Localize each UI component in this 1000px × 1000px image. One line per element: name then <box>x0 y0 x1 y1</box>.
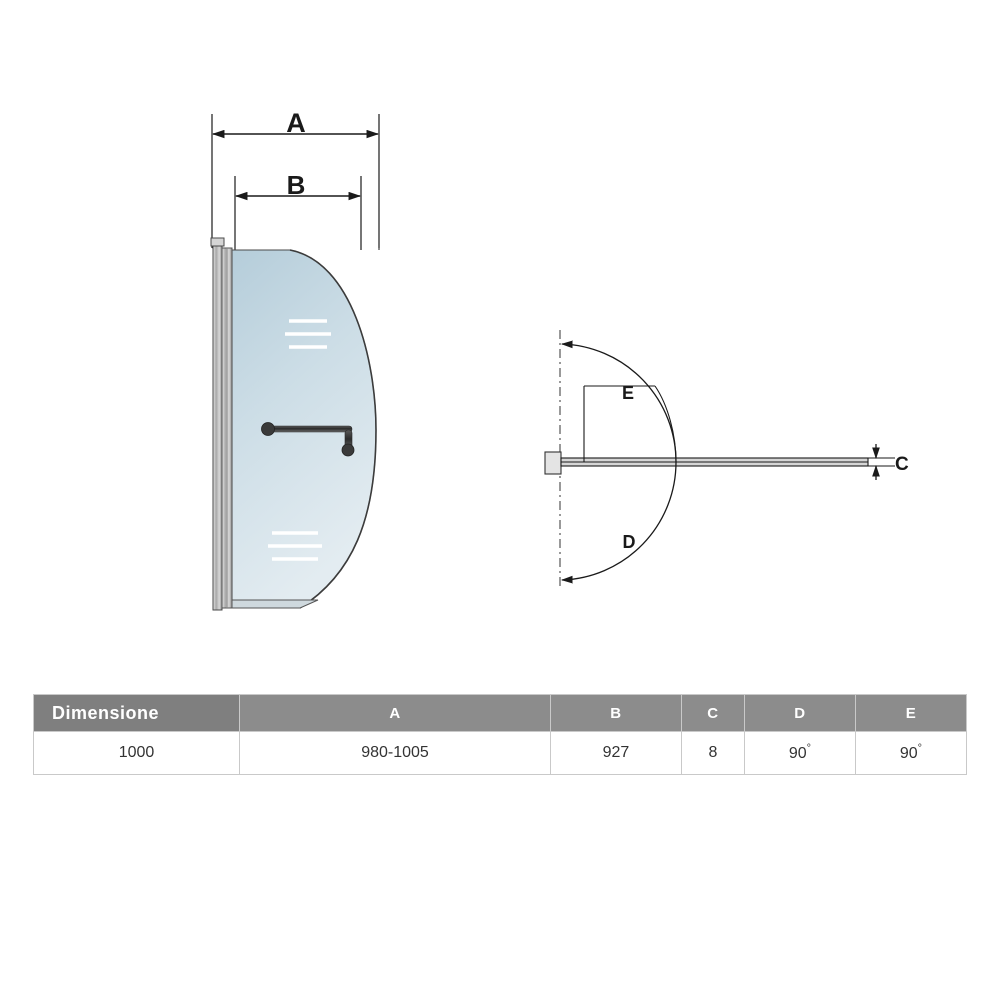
cell-e-unit: ° <box>917 742 923 755</box>
dimension-table <box>33 694 967 775</box>
table-header-b: B <box>551 695 682 732</box>
table-header-d: D <box>744 695 855 732</box>
cell-d-value: 90 <box>788 745 807 763</box>
cell-dimensione: 1000 <box>34 732 240 775</box>
swing-arc-d <box>562 462 676 580</box>
angle-e-label: E <box>621 383 635 403</box>
front-view-group <box>211 108 379 610</box>
dim-b-label: B <box>286 170 306 200</box>
profile-top-cap <box>211 238 224 246</box>
swing-e-curve <box>655 386 676 462</box>
cell-d-unit: ° <box>806 742 812 755</box>
table-header-row <box>34 695 967 732</box>
cell-a: 980-1005 <box>240 732 551 775</box>
wall-profile <box>213 244 222 610</box>
table-header-e: E <box>855 695 966 732</box>
angle-d-label: D <box>622 532 636 552</box>
dim-a-label: A <box>286 108 306 138</box>
table-row <box>34 732 967 775</box>
dim-c-label: C <box>895 454 909 475</box>
table-header-c: C <box>681 695 744 732</box>
table-header-a: A <box>240 695 551 732</box>
swing-arc-e <box>562 344 676 462</box>
glass-bottom-rail <box>232 600 318 608</box>
cell-c: 8 <box>681 732 744 775</box>
cell-e <box>855 732 966 775</box>
plan-wall-post <box>545 452 561 474</box>
cell-b: 927 <box>551 732 682 775</box>
top-view-group <box>545 330 909 590</box>
cell-d <box>744 732 855 775</box>
cell-e-value: 90 <box>899 745 918 763</box>
table-header-dimensione: Dimensione <box>34 695 240 732</box>
